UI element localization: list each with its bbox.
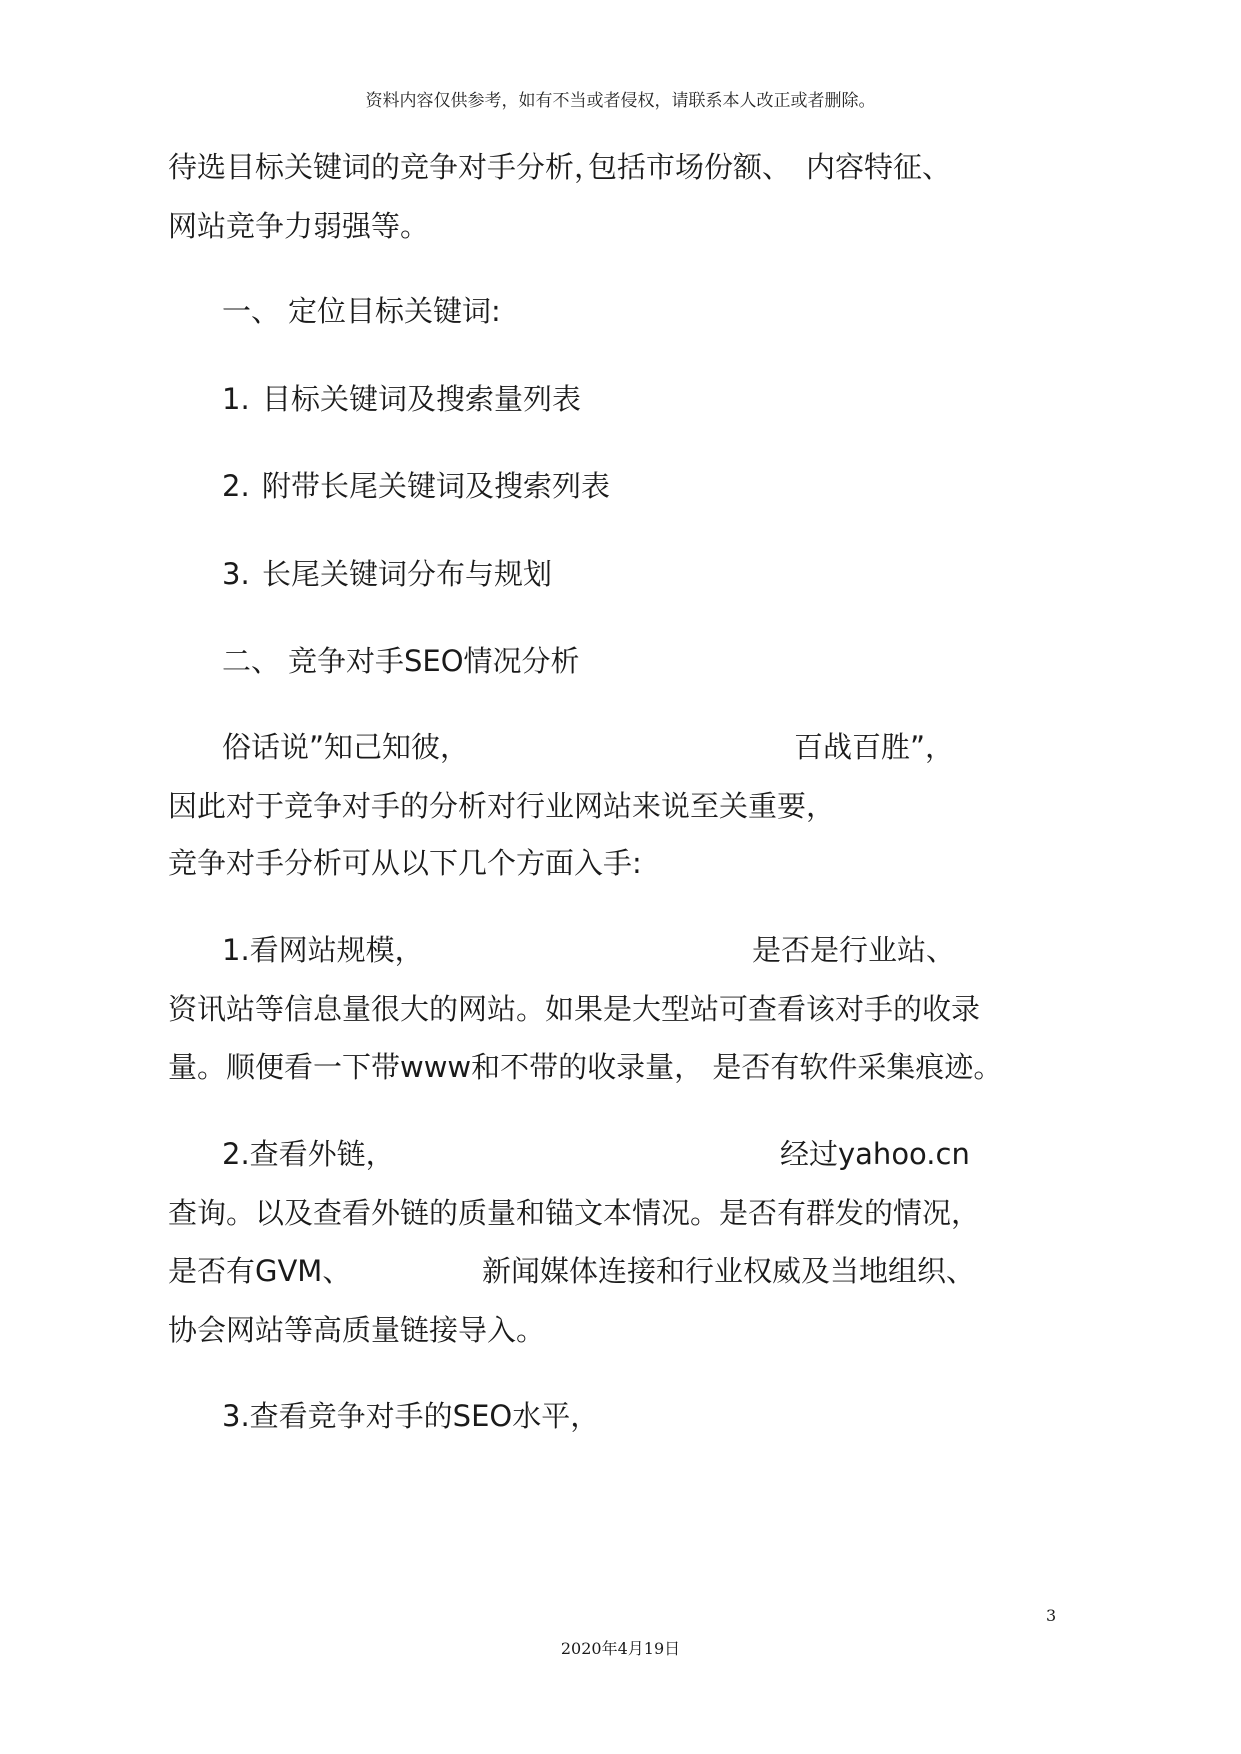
intro-line-2: 网站竞争力弱强等。 [168,209,430,243]
page-number: 3 [1046,1606,1057,1625]
section1-heading: 定位目标关键词: [288,294,501,328]
paragraph-text: 是否是行业站、 [752,933,956,967]
section1-heading-number: 一、 [222,294,281,328]
list-item-text: 长尾关键词分布与规划 [262,557,553,591]
paragraph-text: 量。顺便看一下带www和不带的收录量， 是否有软件采集痕迹。 [168,1050,1003,1084]
list-item-text: 附带长尾关键词及搜索列表 [262,469,611,503]
paragraph-text: 因此对于竞争对手的分析对行业网站来说至关重要， [168,789,836,823]
intro-line-1a: 待选目标关键词的竞争对手分析， [168,150,604,184]
paragraph-text: 俗话说”知己知彼， [222,730,470,764]
list-item-number: 1. [222,382,250,416]
intro-line-1b: 包括市场份额、 [588,150,792,184]
list-item-number: 2. [222,469,250,503]
paragraph-text: 竞争对手分析可从以下几个方面入手: [168,846,642,880]
footer-date: 2020年4月19日 [560,1639,681,1658]
paragraph-text: 3.查看竞争对手的SEO水平， [222,1399,600,1433]
paragraph-text: 经过yahoo.cn [780,1137,970,1171]
paragraph-text: 是否有GVM、 [168,1254,352,1288]
paragraph-text: 查询。以及查看外链的质量和锚文本情况。是否有群发的情况， [168,1196,981,1230]
list-item-text: 目标关键词及搜索量列表 [262,382,582,416]
section2-heading: 竞争对手SEO情况分析 [288,644,580,678]
paragraph-text: 百战百胜”， [794,730,955,764]
section2-heading-number: 二、 [222,644,281,678]
paragraph-text: 2.查看外链， [222,1137,395,1171]
header-disclaimer: 资料内容仅供参考，如有不当或者侵权，请联系本人改正或者删除。 [365,91,876,111]
paragraph-text: 1.看网站规模， [222,933,424,967]
list-item-number: 3. [222,557,250,591]
paragraph-text: 新闻媒体连接和行业权威及当地组织、 [482,1254,976,1288]
paragraph-text: 资讯站等信息量很大的网站。如果是大型站可查看该对手的收录 [168,992,981,1026]
paragraph-text: 协会网站等高质量链接导入。 [168,1313,546,1347]
intro-line-1c: 内容特征、 [806,150,952,184]
